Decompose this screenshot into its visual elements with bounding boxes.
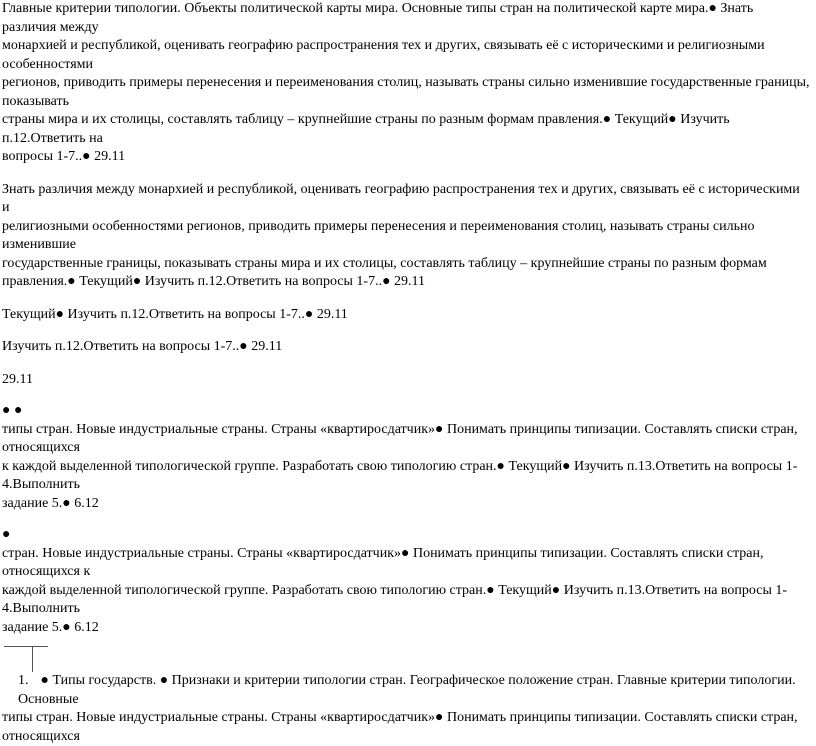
list-item-text: ● Типы государств. ● Признаки и критерии типологии стран. Географическое положение стран. Главные критерии типологии. Основные: [18, 673, 796, 707]
text-line: религиозными особенностями регионов, приводить примеры перенесения и переименования столиц, называть страны сильно изменившие: [2, 218, 755, 252]
text-line: государственные границы, показывать страны мира и их столицы, составлять таблицу – крупнейшие страны по разным формам: [2, 255, 767, 271]
text-line: каждой выделенной типологической группе. Разработать свою типологию стран.● Текущий● Изучить п.13.Ответить на вопросы 1-4.Выполнить: [2, 582, 788, 616]
paragraph-5: [2, 371, 810, 390]
text-line: типы стран. Новые индустриальные страны. Страны «квартиросдатчик»● Понимать принципы типизации. Составлять списки стран, относящихся: [2, 421, 798, 455]
paragraph-4: [2, 338, 810, 357]
list-item-1-continuation: [2, 709, 810, 746]
paragraph-7: [2, 526, 810, 637]
text-line: Знать различия между монархией и республикой, оценивать географию распространения тех и других, связывать её с историческими и: [2, 181, 800, 215]
text-line: Главные критерии типологии. Объекты политической карты мира. Основные типы стран на политической карте мира.● Знать различия между: [2, 1, 754, 35]
paragraph-3: [2, 306, 810, 325]
list-number: 1.: [18, 673, 29, 688]
text-line: регионов, приводить примеры перенесения и переименования столиц, называть страны сильно изменившие государственные границы, показывать: [2, 75, 810, 109]
text-line: Текущий● Изучить п.12.Ответить на вопросы 1-7..● 29.11: [2, 306, 348, 322]
text-line: задание 5.● 6.12: [2, 619, 99, 635]
text-line: к каждой выделенной типологической группе. Разработать свою типологию стран.● Текущий● Изучить п.13.Ответить на вопросы 1-4.Выполнить: [2, 458, 798, 492]
paragraph-1: [2, 0, 810, 167]
text-line: вопросы 1-7..● 29.11: [2, 149, 126, 164]
text-line: 29.11: [2, 371, 33, 387]
text-line: Изучить п.12.Ответить на вопросы 1-7..● 29.11: [2, 339, 283, 354]
bullet-line: ●: [2, 527, 11, 542]
text-line: задание 5.● 6.12: [2, 495, 99, 511]
text-line: типы стран. Новые индустриальные страны. Страны «квартиросдатчик»● Понимать принципы типизации. Составлять списки стран, относящихся: [2, 710, 798, 744]
vertical-rule: [32, 646, 33, 672]
text-line: правления.● Текущий● Изучить п.12.Ответить на вопросы 1-7..● 29.11: [2, 274, 426, 289]
text-line: стран. Новые индустриальные страны. Страны «квартиросдатчик»● Понимать принципы типизации. Составлять списки стран, относящихся к: [2, 545, 764, 579]
paragraph-6: [2, 402, 810, 513]
paragraph-2: [2, 181, 810, 292]
list-item-1: [2, 672, 810, 709]
table-border-fragment: [2, 646, 810, 672]
text-line: страны мира и их столицы, составлять таблицу – крупнейшие страны по разным формам правления.● Текущий● Изучить п.12.Ответить на: [2, 112, 730, 146]
bullet-line: ● ●: [2, 403, 23, 418]
horizontal-rule: [4, 646, 48, 647]
text-line: монархией и республикой, оценивать географию распространения тех и других, связывать её с историческими и религиозными особенностями: [2, 38, 765, 72]
